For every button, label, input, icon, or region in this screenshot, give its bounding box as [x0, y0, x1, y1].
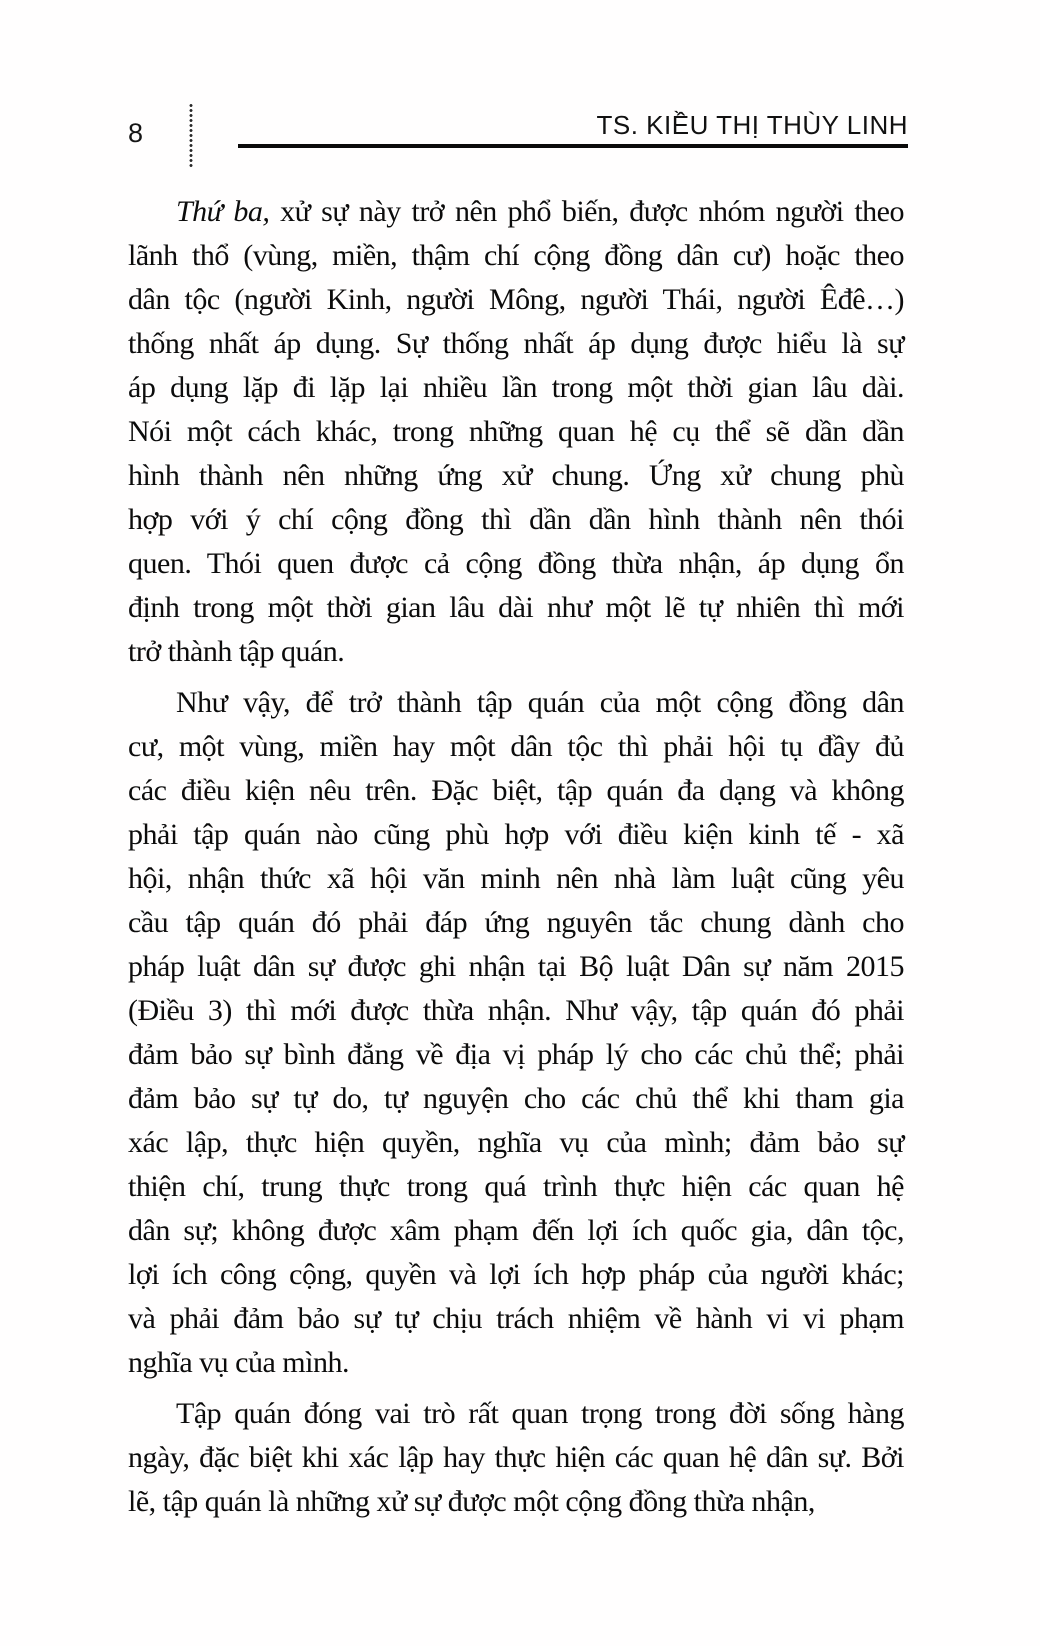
text-line: đảm bảo sự tự do, tự nguyện cho các chủ thể khi tham gia: [128, 1082, 904, 1115]
text-line: dân sự; không được xâm phạm đến lợi ích quốc gia, dân tộc,: [128, 1214, 904, 1247]
text-line: phải tập quán nào cũng phù hợp với điều kiện kinh tế - xã: [128, 818, 904, 851]
text-line: Như vậy, để trở thành tập quán của một cộng đồng dân: [176, 686, 904, 719]
text-line: hợp với ý chí cộng đồng thì dần dần hình thành nên thói: [128, 503, 904, 536]
text-line: các điều kiện nêu trên. Đặc biệt, tập quán đa dạng và không: [128, 774, 904, 807]
header-author: TS. KIỀU THỊ THÙY LINH: [596, 110, 908, 140]
italic-lead-in: Thứ ba,: [176, 195, 270, 228]
text-line: quen. Thói quen được cả cộng đồng thừa nhận, áp dụng ổn: [128, 547, 904, 580]
text-line: và phải đảm bảo sự tự chịu trách nhiệm về hành vi vi phạm: [128, 1302, 904, 1335]
text-line: lãnh thổ (vùng, miền, thậm chí cộng đồng dân cư) hoặc theo: [128, 239, 904, 272]
text-line: lợi ích công cộng, quyền và lợi ích hợp pháp của người khác;: [128, 1258, 904, 1291]
text-line: thiện chí, trung thực trong quá trình thực hiện các quan hệ: [128, 1170, 904, 1203]
text-line: nghĩa vụ của mình.: [128, 1346, 349, 1379]
text-line: cầu tập quán đó phải đáp ứng nguyên tắc chung dành cho: [128, 906, 904, 939]
text-line: Thứ ba, xử sự này trở nên phổ biến, được nhóm người theo: [176, 195, 905, 228]
text-line: hình thành nên những ứng xử chung. Ứng xử chung phù: [128, 459, 904, 492]
paragraph: [128, 1392, 904, 1524]
text-line: (Điều 3) thì mới được thừa nhận. Như vậy, tập quán đó phải: [128, 994, 904, 1027]
text-line: áp dụng lặp đi lặp lại nhiều lần trong một thời gian lâu dài.: [128, 371, 904, 404]
chain-ornament-icon: [188, 103, 195, 167]
text-line: xác lập, thực hiện quyền, nghĩa vụ của mình; đảm bảo sự: [128, 1126, 904, 1159]
page-number: 8: [128, 118, 144, 148]
text-line: pháp luật dân sự được ghi nhận tại Bộ luật Dân sự năm 2015: [128, 950, 904, 983]
text-line: Tập quán đóng vai trò rất quan trọng trong đời sống hàng: [176, 1397, 904, 1430]
text-line: định trong một thời gian lâu dài như một lẽ tự nhiên thì mới: [128, 591, 904, 624]
text-line: ngày, đặc biệt khi xác lập hay thực hiện các quan hệ dân sự. Bởi: [128, 1441, 904, 1474]
paragraph: [128, 190, 904, 674]
text-line: thống nhất áp dụng. Sự thống nhất áp dụng được hiểu là sự: [128, 327, 904, 360]
text-line: cư, một vùng, miền hay một dân tộc thì phải hội tụ đầy đủ: [128, 730, 904, 763]
text-line: Nói một cách khác, trong những quan hệ cụ thể sẽ dần dần: [128, 415, 904, 448]
text-line: lẽ, tập quán là những xử sự được một cộng đồng thừa nhận,: [128, 1485, 815, 1518]
body-text: [128, 190, 904, 1524]
text-line: hội, nhận thức xã hội văn minh nên nhà làm luật cũng yêu: [128, 862, 904, 895]
text-line: trở thành tập quán.: [128, 635, 345, 668]
text-line: đảm bảo sự bình đẳng về địa vị pháp lý cho các chủ thể; phải: [128, 1038, 904, 1071]
paragraph: [128, 681, 904, 1385]
text-line: dân tộc (người Kinh, người Mông, người Thái, người Êđê…): [128, 283, 904, 316]
header-rule: [238, 144, 908, 148]
